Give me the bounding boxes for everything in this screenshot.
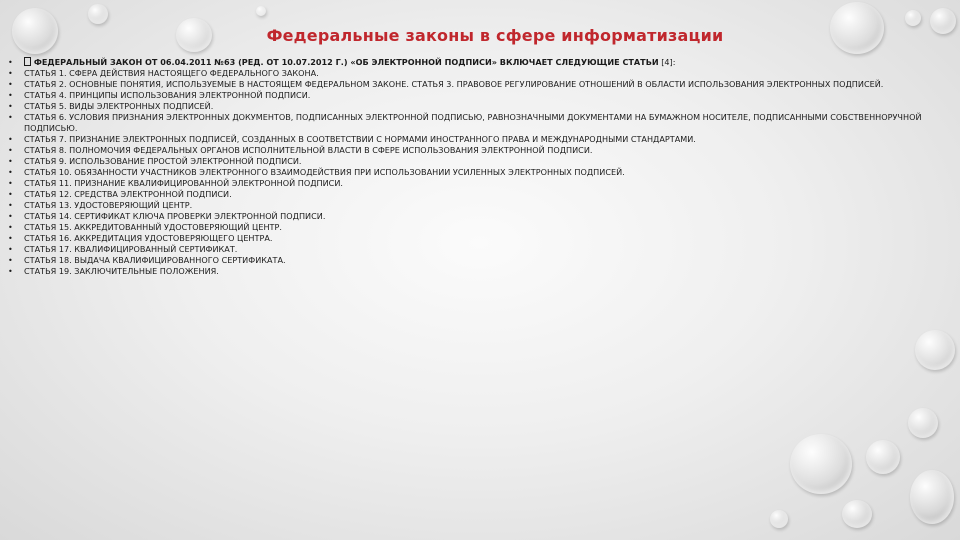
lead-reference: [4]: xyxy=(658,57,676,67)
water-drop-decoration xyxy=(256,6,266,16)
list-item xyxy=(8,156,943,167)
water-drop-decoration xyxy=(908,408,938,438)
bullet-icon: • xyxy=(8,222,13,232)
water-drop-decoration xyxy=(770,510,788,528)
article-text: СТАТЬЯ 18. ВЫДАЧА КВАЛИФИЦИРОВАННОГО СЕРТИФИКАТА. xyxy=(24,255,286,265)
water-drop-decoration xyxy=(915,330,955,370)
water-drop-decoration xyxy=(910,470,954,524)
article-text: СТАТЬЯ 8. ПОЛНОМОЧИЯ ФЕДЕРАЛЬНЫХ ОРГАНОВ ИСПОЛНИТЕЛЬНОЙ ВЛАСТИ В СФЕРЕ ИСПОЛЬЗОВАНИЯ ЭЛЕКТРОННОЙ ПОДПИСИ. xyxy=(24,145,593,155)
bullet-icon: • xyxy=(8,233,13,243)
list-item xyxy=(8,233,943,244)
bullet-icon: • xyxy=(8,79,13,89)
article-text: СТАТЬЯ 2. ОСНОВНЫЕ ПОНЯТИЯ, ИСПОЛЬЗУЕМЫЕ В НАСТОЯЩЕМ ФЕДЕРАЛЬНОМ ЗАКОНЕ. СТАТЬЯ 3. ПРАВОВОЕ РЕГУЛИРОВАНИЕ ОТНОШЕНИЙ В ОБЛАСТИ ИСПОЛЬЗОВАНИЯ ЭЛЕКТРОННЫХ ПОДПИСЕЙ. xyxy=(24,79,884,89)
bullet-icon: • xyxy=(8,189,13,199)
list-item xyxy=(8,244,943,255)
article-text: СТАТЬЯ 16. АККРЕДИТАЦИЯ УДОСТОВЕРЯЮЩЕГО ЦЕНТРА. xyxy=(24,233,273,243)
list-item xyxy=(8,90,943,101)
list-item-lead xyxy=(8,57,943,68)
bullet-icon: • xyxy=(8,145,13,155)
article-text: СТАТЬЯ 14. СЕРТИФИКАТ КЛЮЧА ПРОВЕРКИ ЭЛЕКТРОННОЙ ПОДПИСИ. xyxy=(24,211,326,221)
slide-title: Федеральные законы в сфере информатизации xyxy=(266,26,724,45)
article-text: СТАТЬЯ 11. ПРИЗНАНИЕ КВАЛИФИЦИРОВАННОЙ ЭЛЕКТРОННОЙ ПОДПИСИ. xyxy=(24,178,343,188)
bullet-icon: • xyxy=(8,134,13,144)
water-drop-decoration xyxy=(842,500,872,528)
article-text: СТАТЬЯ 5. ВИДЫ ЭЛЕКТРОННЫХ ПОДПИСЕЙ. xyxy=(24,101,214,111)
water-drop-decoration xyxy=(88,4,108,24)
list-item xyxy=(8,189,943,200)
list-item xyxy=(8,101,943,112)
lead-bold-text: ФЕДЕРАЛЬНЫЙ ЗАКОН ОТ 06.04.2011 №63 (РЕД. ОТ 10.07.2012 Г.) «ОБ ЭЛЕКТРОННОЙ ПОДПИСИ» ВКЛЮЧАЕТ СЛЕДУЮЩИЕ СТАТЬИ xyxy=(31,57,659,67)
checkbox-glyph-icon xyxy=(24,57,31,66)
bullet-icon: • xyxy=(8,101,13,111)
list-item xyxy=(8,222,943,233)
article-text: СТАТЬЯ 12. СРЕДСТВА ЭЛЕКТРОННОЙ ПОДПИСИ. xyxy=(24,189,232,199)
list-item xyxy=(8,167,943,178)
bullet-icon: • xyxy=(8,200,13,210)
article-list xyxy=(8,57,943,277)
water-drop-decoration xyxy=(905,10,921,26)
bullet-icon: • xyxy=(8,68,13,78)
article-text: СТАТЬЯ 13. УДОСТОВЕРЯЮЩИЙ ЦЕНТР. xyxy=(24,200,193,210)
bullet-icon: • xyxy=(8,244,13,254)
list-item xyxy=(8,68,943,79)
water-drop-decoration xyxy=(866,440,900,474)
article-text: СТАТЬЯ 19. ЗАКЛЮЧИТЕЛЬНЫЕ ПОЛОЖЕНИЯ. xyxy=(24,266,219,276)
article-text: СТАТЬЯ 6. УСЛОВИЯ ПРИЗНАНИЯ ЭЛЕКТРОННЫХ ДОКУМЕНТОВ, ПОДПИСАННЫХ ЭЛЕКТРОННОЙ ПОДПИСЬЮ, РАВНОЗНАЧНЫМИ ДОКУМЕНТАМИ НА БУМАЖНОМ НОСИТЕЛЕ, ПОДПИСАННЫМИ СОБСТВЕННОРУЧНОЙ ПОДПИСЬЮ. xyxy=(24,112,922,133)
list-item xyxy=(8,79,943,90)
water-drop-decoration xyxy=(790,434,852,494)
bullet-icon: • xyxy=(8,156,13,166)
bullet-icon: • xyxy=(8,90,13,100)
list-item xyxy=(8,178,943,189)
bullet-icon: • xyxy=(8,266,13,276)
bullet-icon: • xyxy=(8,211,13,221)
bullet-icon: • xyxy=(8,57,13,67)
list-item xyxy=(8,145,943,156)
article-text: СТАТЬЯ 9. ИСПОЛЬЗОВАНИЕ ПРОСТОЙ ЭЛЕКТРОННОЙ ПОДПИСИ. xyxy=(24,156,302,166)
list-item xyxy=(8,134,943,145)
article-text: СТАТЬЯ 17. КВАЛИФИЦИРОВАННЫЙ СЕРТИФИКАТ. xyxy=(24,244,238,254)
article-text: СТАТЬЯ 15. АККРЕДИТОВАННЫЙ УДОСТОВЕРЯЮЩИЙ ЦЕНТР. xyxy=(24,222,282,232)
article-text: СТАТЬЯ 1. СФЕРА ДЕЙСТВИЯ НАСТОЯЩЕГО ФЕДЕРАЛЬНОГО ЗАКОНА. xyxy=(24,68,319,78)
list-item xyxy=(8,211,943,222)
list-item xyxy=(8,266,943,277)
article-text: СТАТЬЯ 10. ОБЯЗАННОСТИ УЧАСТНИКОВ ЭЛЕКТРОННОГО ВЗАИМОДЕЙСТВИЯ ПРИ ИСПОЛЬЗОВАНИИ УСИЛЕННЫХ ЭЛЕКТРОННЫХ ПОДПИСЕЙ. xyxy=(24,167,625,177)
bullet-icon: • xyxy=(8,178,13,188)
article-text: СТАТЬЯ 7. ПРИЗНАНИЕ ЭЛЕКТРОННЫХ ПОДПИСЕЙ, СОЗДАННЫХ В СООТВЕТСТВИИ С НОРМАМИ ИНОСТРАННОГО ПРАВА И МЕЖДУНАРОДНЫМИ СТАНДАРТАМИ. xyxy=(24,134,696,144)
article-text: СТАТЬЯ 4. ПРИНЦИПЫ ИСПОЛЬЗОВАНИЯ ЭЛЕКТРОННОЙ ПОДПИСИ. xyxy=(24,90,311,100)
bullet-icon: • xyxy=(8,167,13,177)
list-item xyxy=(8,255,943,266)
list-item xyxy=(8,200,943,211)
bullet-icon: • xyxy=(8,112,13,122)
list-item xyxy=(8,112,943,134)
bullet-icon: • xyxy=(8,255,13,265)
